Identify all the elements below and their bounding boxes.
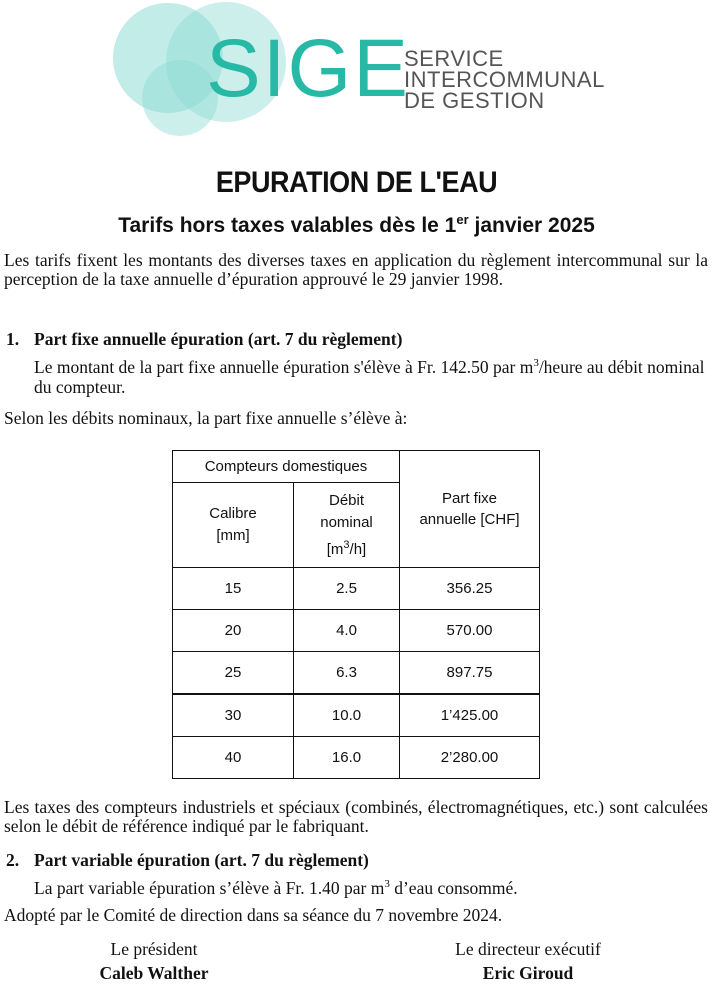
unit-sup: 3 [343,538,350,551]
cell-part: 1’425.00 [400,694,540,737]
cell-part: 356.25 [400,568,540,610]
section-2-text [34,874,710,898]
logo-line-2: INTERCOMMUNAL [404,67,605,92]
logo-wordmark: SIGE [206,23,410,114]
page-title: EPURATION DE L'EAU [215,166,498,199]
table-row [173,610,540,652]
section-1-text-a: Le montant de la part fixe annuelle épuration s'élève à Fr. 142.50 par m [34,356,534,377]
signature-right [418,937,638,985]
section-2-title: Part variable épuration (art. 7 du règlement) [34,850,369,870]
col-debit-line-1: Débit [328,491,365,509]
cell-debit: 6.3 [294,652,400,695]
intro-paragraph: Les tarifs fixent les montants des diverses taxes en application du règlement intercommunal sur la perception de la taxe annuelle d’épuration approuvé le 29 janvier 1998. [4,250,708,289]
president-role: Le président [110,939,198,959]
page-subtitle [0,212,713,238]
cell-calibre: 15 [173,568,294,610]
section-1-sup: 3 [533,357,539,369]
subtitle-text-end: janvier 2025 [468,214,595,237]
section-1-heading [6,329,402,350]
president-name-text: Caleb Walther [99,963,209,983]
logo-line-1: SERVICE [404,46,504,71]
cell-debit: 4.0 [294,610,400,652]
table-group-header: Compteurs domestiques [173,451,400,483]
section-1-text-b: /heure au débit nominal du compteur. [34,356,705,397]
section-1-text [34,353,710,397]
table-row [173,652,540,695]
col-header-part [400,451,540,568]
col-calibre-line-1: Calibre [209,505,257,522]
cell-calibre: 20 [173,610,294,652]
col-debit-line-2: nominal [320,513,373,531]
section-2-number: 2. [6,850,20,870]
cell-calibre: 40 [173,737,294,779]
industrial-paragraph: Les taxes des compteurs industriels et spéciaux (combinés, électromagnétiques, etc.) sont calculées selon le débit de référence indiqué par le fabriquant. [4,797,708,836]
cell-part: 2’280.00 [400,737,540,779]
col-header-debit [294,483,400,568]
section-2-text-a: La part variable épuration s’élève à Fr. 1.40 par m [34,877,385,898]
director-name [418,961,638,985]
col-header-calibre [173,483,294,568]
cell-debit: 2.5 [294,568,400,610]
section-2-text-b: d’eau consommé. [389,877,518,898]
sige-logo [0,0,713,150]
table-row [173,694,540,737]
director-name-text: Eric Giroud [482,963,574,983]
president-name [44,961,264,985]
unit-a: [m [326,540,344,558]
adopted-paragraph: Adopté par le Comité de direction dans sa séance du 7 novembre 2024. [4,905,503,925]
section-2-sup: 3 [384,878,390,890]
cell-part: 570.00 [400,610,540,652]
cell-calibre: 30 [173,694,294,737]
col-part-line-1: Part fixe [441,490,498,507]
selon-paragraph: Selon les débits nominaux, la part fixe annuelle s’élève à: [4,408,408,428]
col-debit-unit [294,534,399,561]
logo-subtitle [404,48,605,111]
col-calibre-line-2: [mm] [216,527,250,544]
cell-debit: 16.0 [294,737,400,779]
col-part-line-2: annuelle [CHF] [419,511,520,528]
cell-part: 897.75 [400,652,540,695]
unit-b: /h] [349,540,367,558]
director-role: Le directeur exécutif [455,939,601,959]
section-2-heading [6,850,369,871]
logo-line-3: DE GESTION [404,88,545,113]
tariffs-table [172,450,540,779]
cell-calibre: 25 [173,652,294,695]
table-row [173,737,540,779]
section-1-title: Part fixe annuelle épuration (art. 7 du règlement) [34,329,403,349]
subtitle-text: Tarifs hors taxes valables dès le 1 [118,214,457,237]
signature-left [44,937,264,985]
cell-debit: 10.0 [294,694,400,737]
table-row [173,568,540,610]
section-1-number: 1. [6,329,20,349]
subtitle-sup: er [456,212,469,227]
